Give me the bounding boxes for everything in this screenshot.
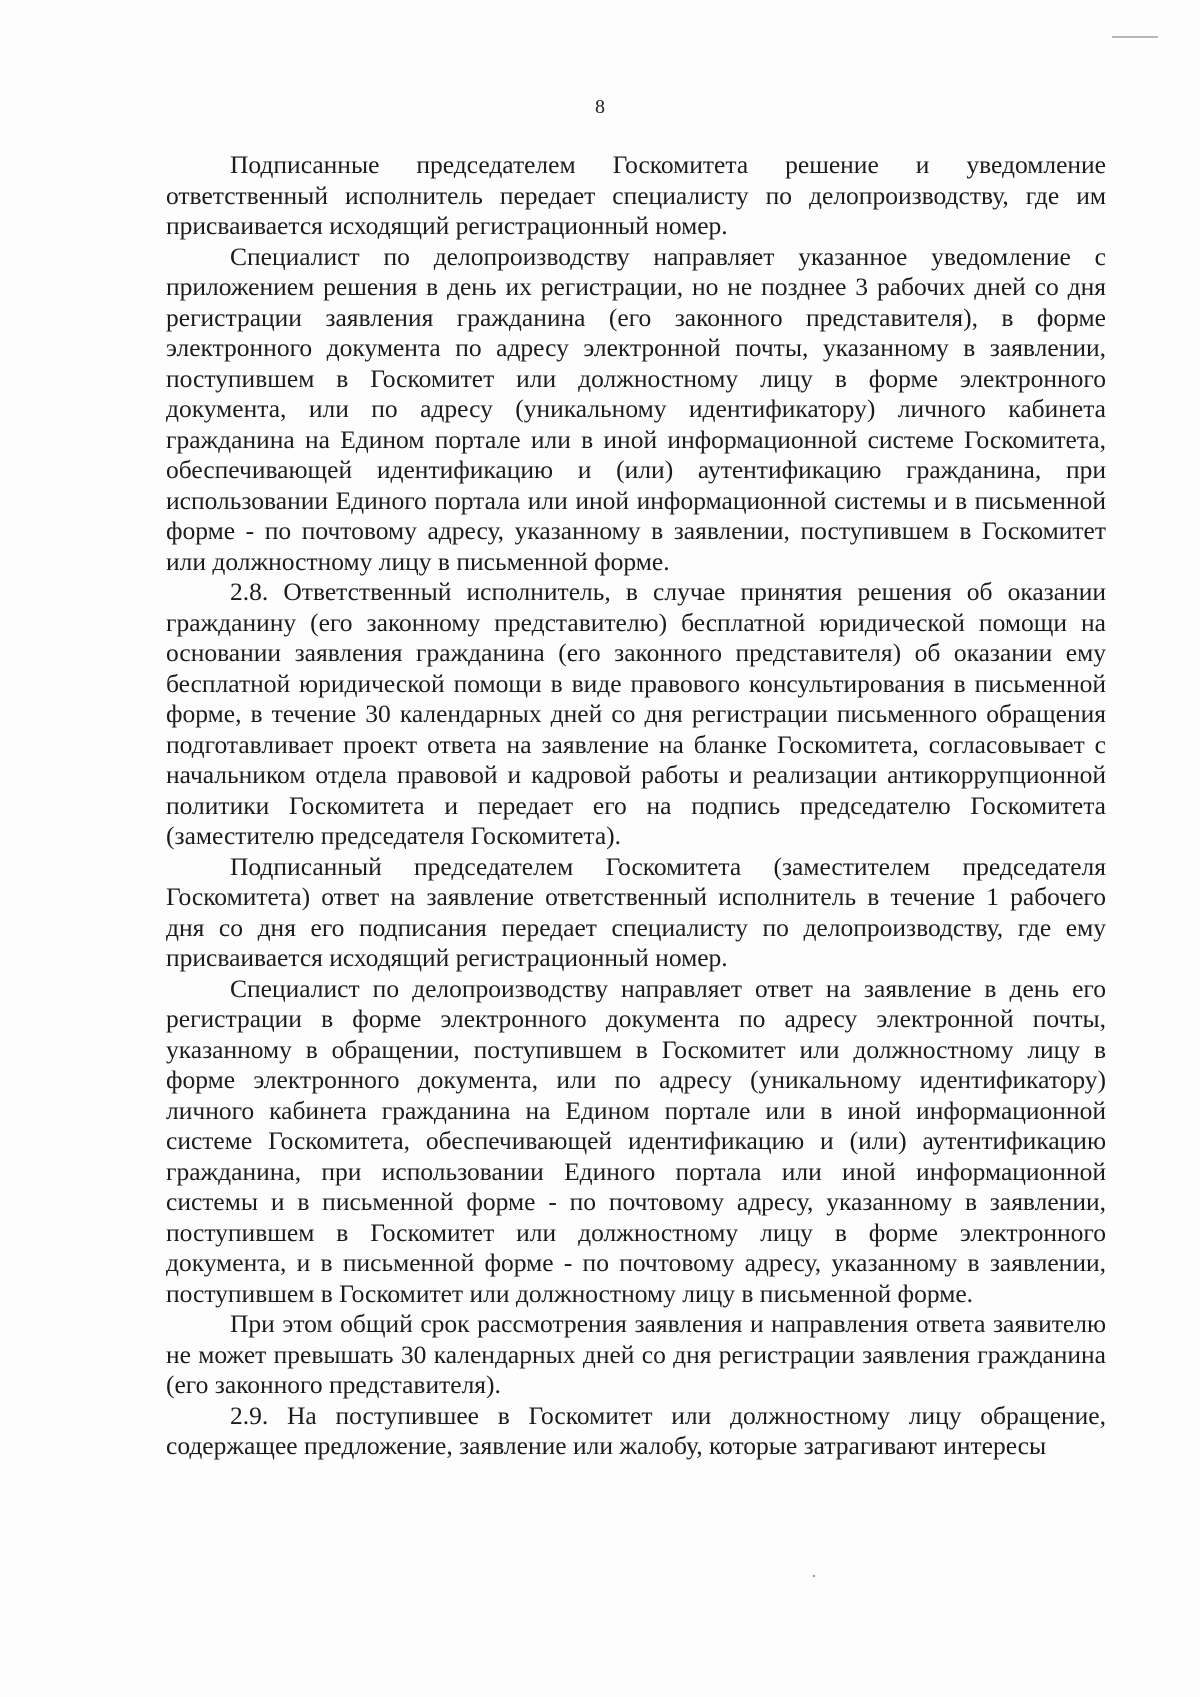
document-body <box>166 150 1106 1462</box>
page-number: 8 <box>595 96 605 118</box>
paragraph-notification-sending: Специалист по делопроизводству направляет указанное уведомление с приложением решения в день их регистрации, но не позднее 3 рабочих дней со дня регистрации заявления гражданина (его законного представителя), в форме электронного документа по адресу электронной почты, указанному в заявлении, поступившем в Госкомитет или должностному лицу в форме электронного документа, или по адресу (уникальному идентификатору) личного кабинета гражданина на Едином портале или в иной информационной системе Госкомитета, обеспечивающей идентификацию и (или) аутентификацию гражданина, при использовании Единого портала или иной информационной системы и в письменной форме - по почтовому адресу, указанному в заявлении, поступившем в Госкомитет или должностному лицу в письменной форме. <box>166 241 1106 576</box>
paragraph-section-2-8: 2.8. Ответственный исполнитель, в случае принятия решения об оказании гражданину (его законному представителю) бесплатной юридической помощи на основании заявления гражданина (его законного представителя) об оказании ему бесплатной юридической помощи в виде правового консультирования в письменной форме, в течение 30 календарных дней со дня регистрации письменного обращения подготавливает проект ответа на заявление на бланке Госкомитета, согласовывает с начальником отдела правовой и кадровой работы и реализации антикоррупционной политики Госкомитета и передает его на подпись председателю Госкомитета (заместителю председателя Госкомитета). <box>166 577 1106 850</box>
paragraph-total-term: При этом общий срок рассмотрения заявления и направления ответа заявителю не может превышать 30 календарных дней со дня регистрации заявления гражданина (его законного представителя). <box>166 1309 1106 1399</box>
paragraph-answer-sending: Специалист по делопроизводству направляет ответ на заявление в день его регистрации в форме электронного документа по адресу электронной почты, указанному в обращении, поступившем в Госкомитет или должностному лицу в форме электронного документа, или по адресу (уникальному идентификатору) личного кабинета гражданина на Едином портале или в иной информационной системе Госкомитета, обеспечивающей идентификацию и (или) аутентификацию гражданина, при использовании Единого портала или иной информационной системы и в письменной форме - по почтовому адресу, указанному в заявлении, поступившем в Госкомитет или должностному лицу в форме электронного документа, и в письменной форме - по почтовому адресу, указанному в заявлении, поступившем в Госкомитет или должностному лицу в письменной форме. <box>166 973 1106 1308</box>
paragraph-signed-decision: Подписанные председателем Госкомитета решение и уведомление ответственный исполнитель передает специалисту по делопроизводству, где им присваивается исходящий регистрационный номер. <box>166 150 1106 240</box>
scan-artifact-mark <box>1112 36 1158 38</box>
scan-artifact-dot <box>813 1575 815 1577</box>
paragraph-signed-answer: Подписанный председателем Госкомитета (заместителем председателя Госкомитета) ответ на заявление ответственный исполнитель в течение 1 рабочего дня со дня его подписания передает специалисту по делопроизводству, где ему присваивается исходящий регистрационный номер. <box>166 851 1106 972</box>
paragraph-section-2-9: 2.9. На поступившее в Госкомитет или должностному лицу обращение, содержащее предложение, заявление или жалобу, которые затрагивают интересы <box>166 1400 1106 1460</box>
